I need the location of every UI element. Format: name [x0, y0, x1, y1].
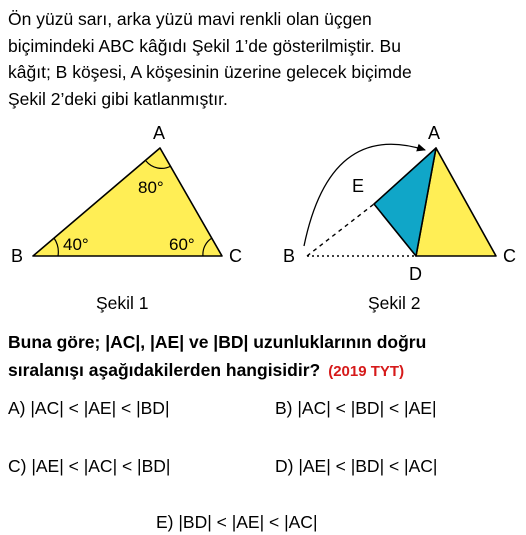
option-d[interactable]: D) |AE| < |BD| < |AC| [275, 456, 438, 476]
option-a[interactable]: A) |AC| < |AE| < |BD| [8, 398, 170, 418]
vertex-d2-label: D [409, 264, 422, 284]
intro-line-1: Ön yüzü sarı, arka yüzü mavi renkli olan üçgen [8, 9, 372, 29]
question-line-2-text: sıralanışı aşağıdakilerden hangisidir? [8, 360, 321, 380]
angle-b-label: 40° [63, 235, 89, 254]
question-line-2 [8, 356, 426, 386]
vertex-c-label: C [229, 246, 242, 266]
vertex-b2-label: B [283, 246, 296, 266]
intro-line-2: biçimindeki ABC kâğıdı Şekil 1’de gösterilmiştir. Bu [8, 35, 401, 56]
exam-source-label: (2019 TYT) [328, 363, 405, 380]
figure-1-caption: Şekil 1 [96, 293, 149, 313]
vertex-c2-label: C [503, 246, 516, 266]
question-text [8, 328, 426, 386]
intro-line-3: kâğıt; B köşesi, A köşesinin üzerine gelecek biçimde [8, 62, 412, 82]
vertex-e2-label: E [352, 176, 365, 196]
dashed-edge-be [307, 204, 374, 256]
option-c[interactable]: C) |AE| < |AC| < |BD| [8, 456, 171, 476]
angle-a-label: 80° [138, 178, 164, 197]
option-e[interactable]: E) |BD| < |AE| < |AC| [156, 512, 318, 532]
vertex-a2-label: A [428, 123, 441, 143]
intro-line-4: Şekil 2’deki gibi katlanmıştır. [8, 88, 228, 109]
vertex-a-label: A [153, 123, 166, 143]
vertex-b-label: B [11, 246, 24, 266]
question-line-1: Buna göre; |AC|, |AE| ve |BD| uzunluklarının doğru [8, 332, 427, 352]
angle-c-label: 60° [169, 235, 195, 254]
figure-2 [283, 123, 516, 284]
figure-2-caption: Şekil 2 [368, 293, 421, 313]
option-b[interactable]: B) |AC| < |BD| < |AE| [275, 398, 437, 418]
figure-1 [11, 123, 242, 266]
